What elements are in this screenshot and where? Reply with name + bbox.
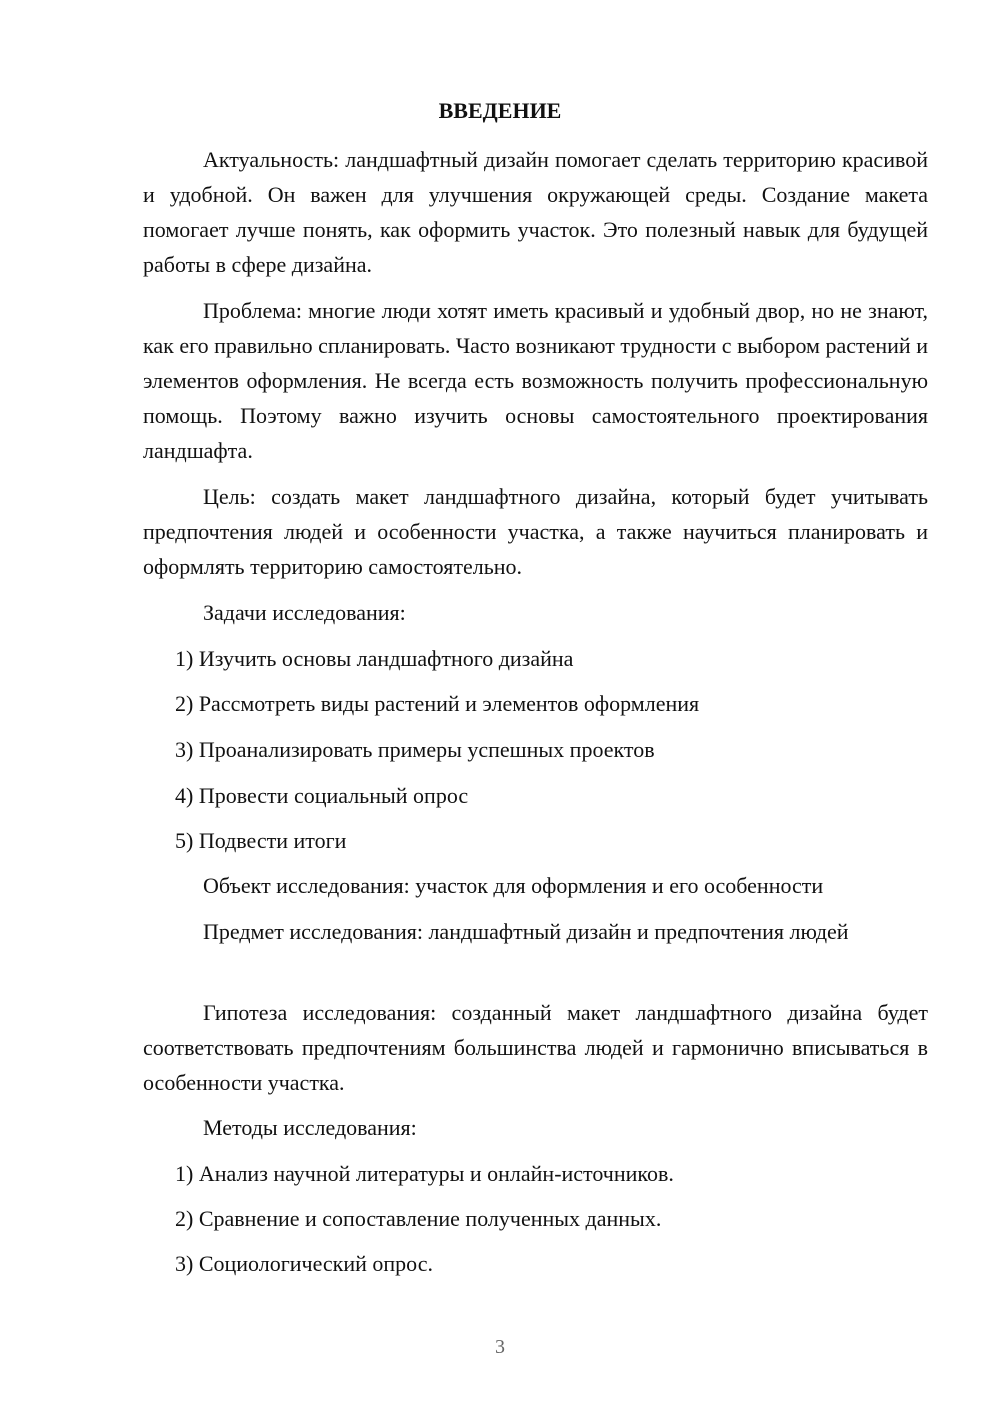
problem-paragraph: Проблема: многие люди хотят иметь красивый и удобный двор, но не знают, как его правильно спланировать. Часто возникают трудности с выбором растений и элементов оформления. Не всегда есть возможность получить профессиональную помощь. Поэтому важно изучить основы самостоятельного проектирования ландшафта. [143,298,928,463]
method-item: 1) Анализ научной литературы и онлайн-источников. [175,1161,674,1186]
tasks-heading: Задачи исследования: [203,600,406,625]
object-line: Объект исследования: участок для оформления и его особенности [203,873,824,898]
goal-paragraph: Цель: создать макет ландшафтного дизайна, который будет учитывать предпочтения людей и особенности участка, а также научиться планировать и оформлять территорию самостоятельно. [143,484,928,579]
relevance-paragraph: Актуальность: ландшафтный дизайн помогает сделать территорию красивой и удобной. Он важен для улучшения окружающей среды. Создание макета помогает лучше понять, как оформить участок. Это полезный навык для будущей работы в сфере дизайна. [143,147,928,277]
hypothesis-paragraph: Гипотеза исследования: созданный макет ландшафтного дизайна будет соответствовать предпочтениям большинства людей и гармонично вписываться в особенности участка. [143,1000,928,1095]
subject-paragraph: Предмет исследования: ландшафтный дизайн и предпочтения людей [203,919,849,944]
task-item: 5) Подвести итоги [175,828,347,853]
task-item: 4) Провести социальный опрос [175,783,469,808]
page-number: 3 [495,1336,505,1358]
task-item: 1) Изучить основы ландшафтного дизайна [175,646,574,671]
method-item: 3) Социологический опрос. [175,1251,433,1276]
methods-heading: Методы исследования: [203,1115,417,1140]
task-item: 2) Рассмотреть виды растений и элементов оформления [175,691,700,716]
task-item: 3) Проанализировать примеры успешных проектов [175,737,655,762]
method-item: 2) Сравнение и сопоставление полученных данных. [175,1206,662,1231]
page-title: ВВЕДЕНИЕ [438,98,562,123]
